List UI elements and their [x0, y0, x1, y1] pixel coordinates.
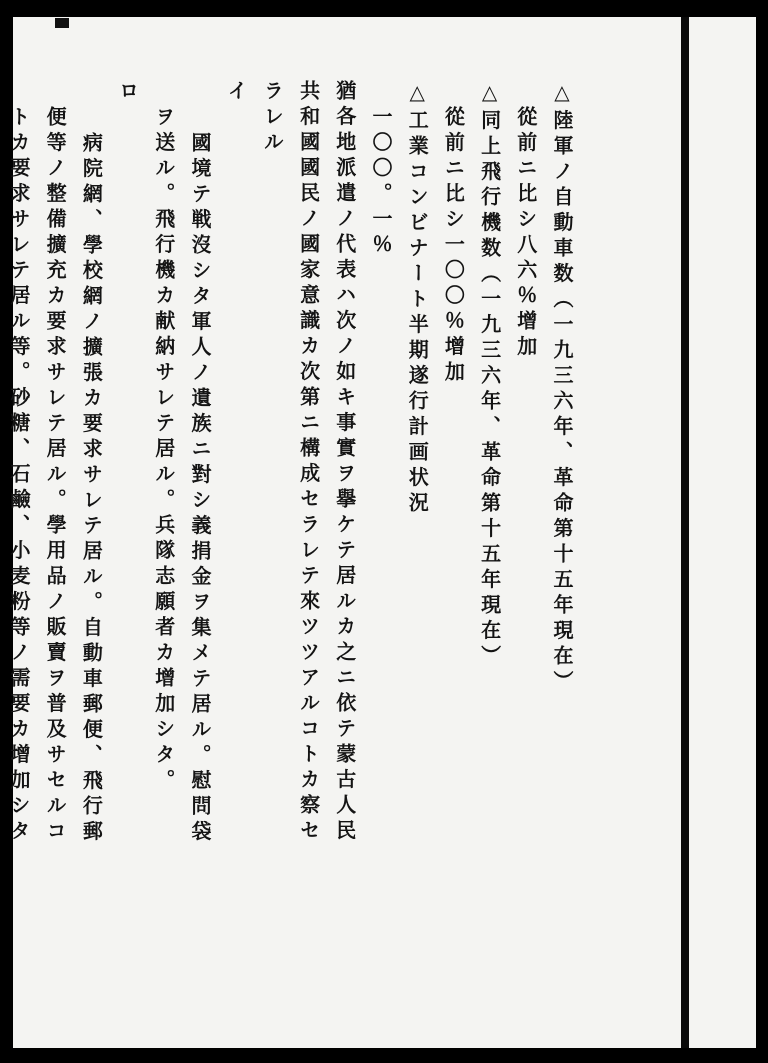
text-column-6: 一〇〇。一％ — [368, 106, 393, 259]
text-column-7: 猶各地派遣ノ代表ハ次ノ如キ事實ヲ擧ケテ居ルカ之ニ依テ蒙古人民 — [332, 80, 357, 845]
text-column-1: △陸軍ノ自動車数（一九三六年、革命第十五年現在） — [550, 80, 574, 696]
text-column-14: 病院網、學校網ノ擴張カ要求サレテ居ル。自動車郵便、飛行郵 — [79, 132, 104, 846]
item-marker-i: イ — [224, 80, 249, 106]
text-column-12: ヲ送ル。飛行機カ献納サレテ居ル。兵隊志願者カ增加シタ。 — [151, 106, 176, 795]
binding-divider — [681, 17, 689, 1048]
text-column-9: ラレル — [260, 80, 285, 157]
text-column-11: 國境テ戦沒シタ軍人ノ遺族ニ對シ義捐金ヲ集メテ居ル。慰問袋 — [187, 132, 212, 846]
text-column-5: △工業コンビナート半期遂行計画状況 — [405, 80, 430, 518]
text-column-2: 從前ニ比シ八六％增加 — [513, 106, 538, 361]
text-column-16: トカ要求サレテ居ル等。砂糖、石鹼、小麦粉等ノ需要カ增加シタ — [6, 106, 31, 846]
text-column-4: 從前ニ比シ一〇〇％增加 — [441, 106, 466, 387]
vertical-text-body — [0, 80, 580, 1040]
text-column-3: △同上飛行機数（一九三六年、革命第十五年現在） — [477, 80, 502, 671]
text-column-8: 共和國國民ノ國家意識カ次第ニ構成セラレテ來ツツアルコトカ察セ — [296, 80, 321, 845]
corner-mark — [55, 18, 69, 28]
text-column-15: 便等ノ整備擴充カ要求サレテ居ル。學用品ノ販賣ヲ普及サセルコ — [43, 106, 68, 846]
item-marker-ro: ロ — [115, 80, 140, 106]
